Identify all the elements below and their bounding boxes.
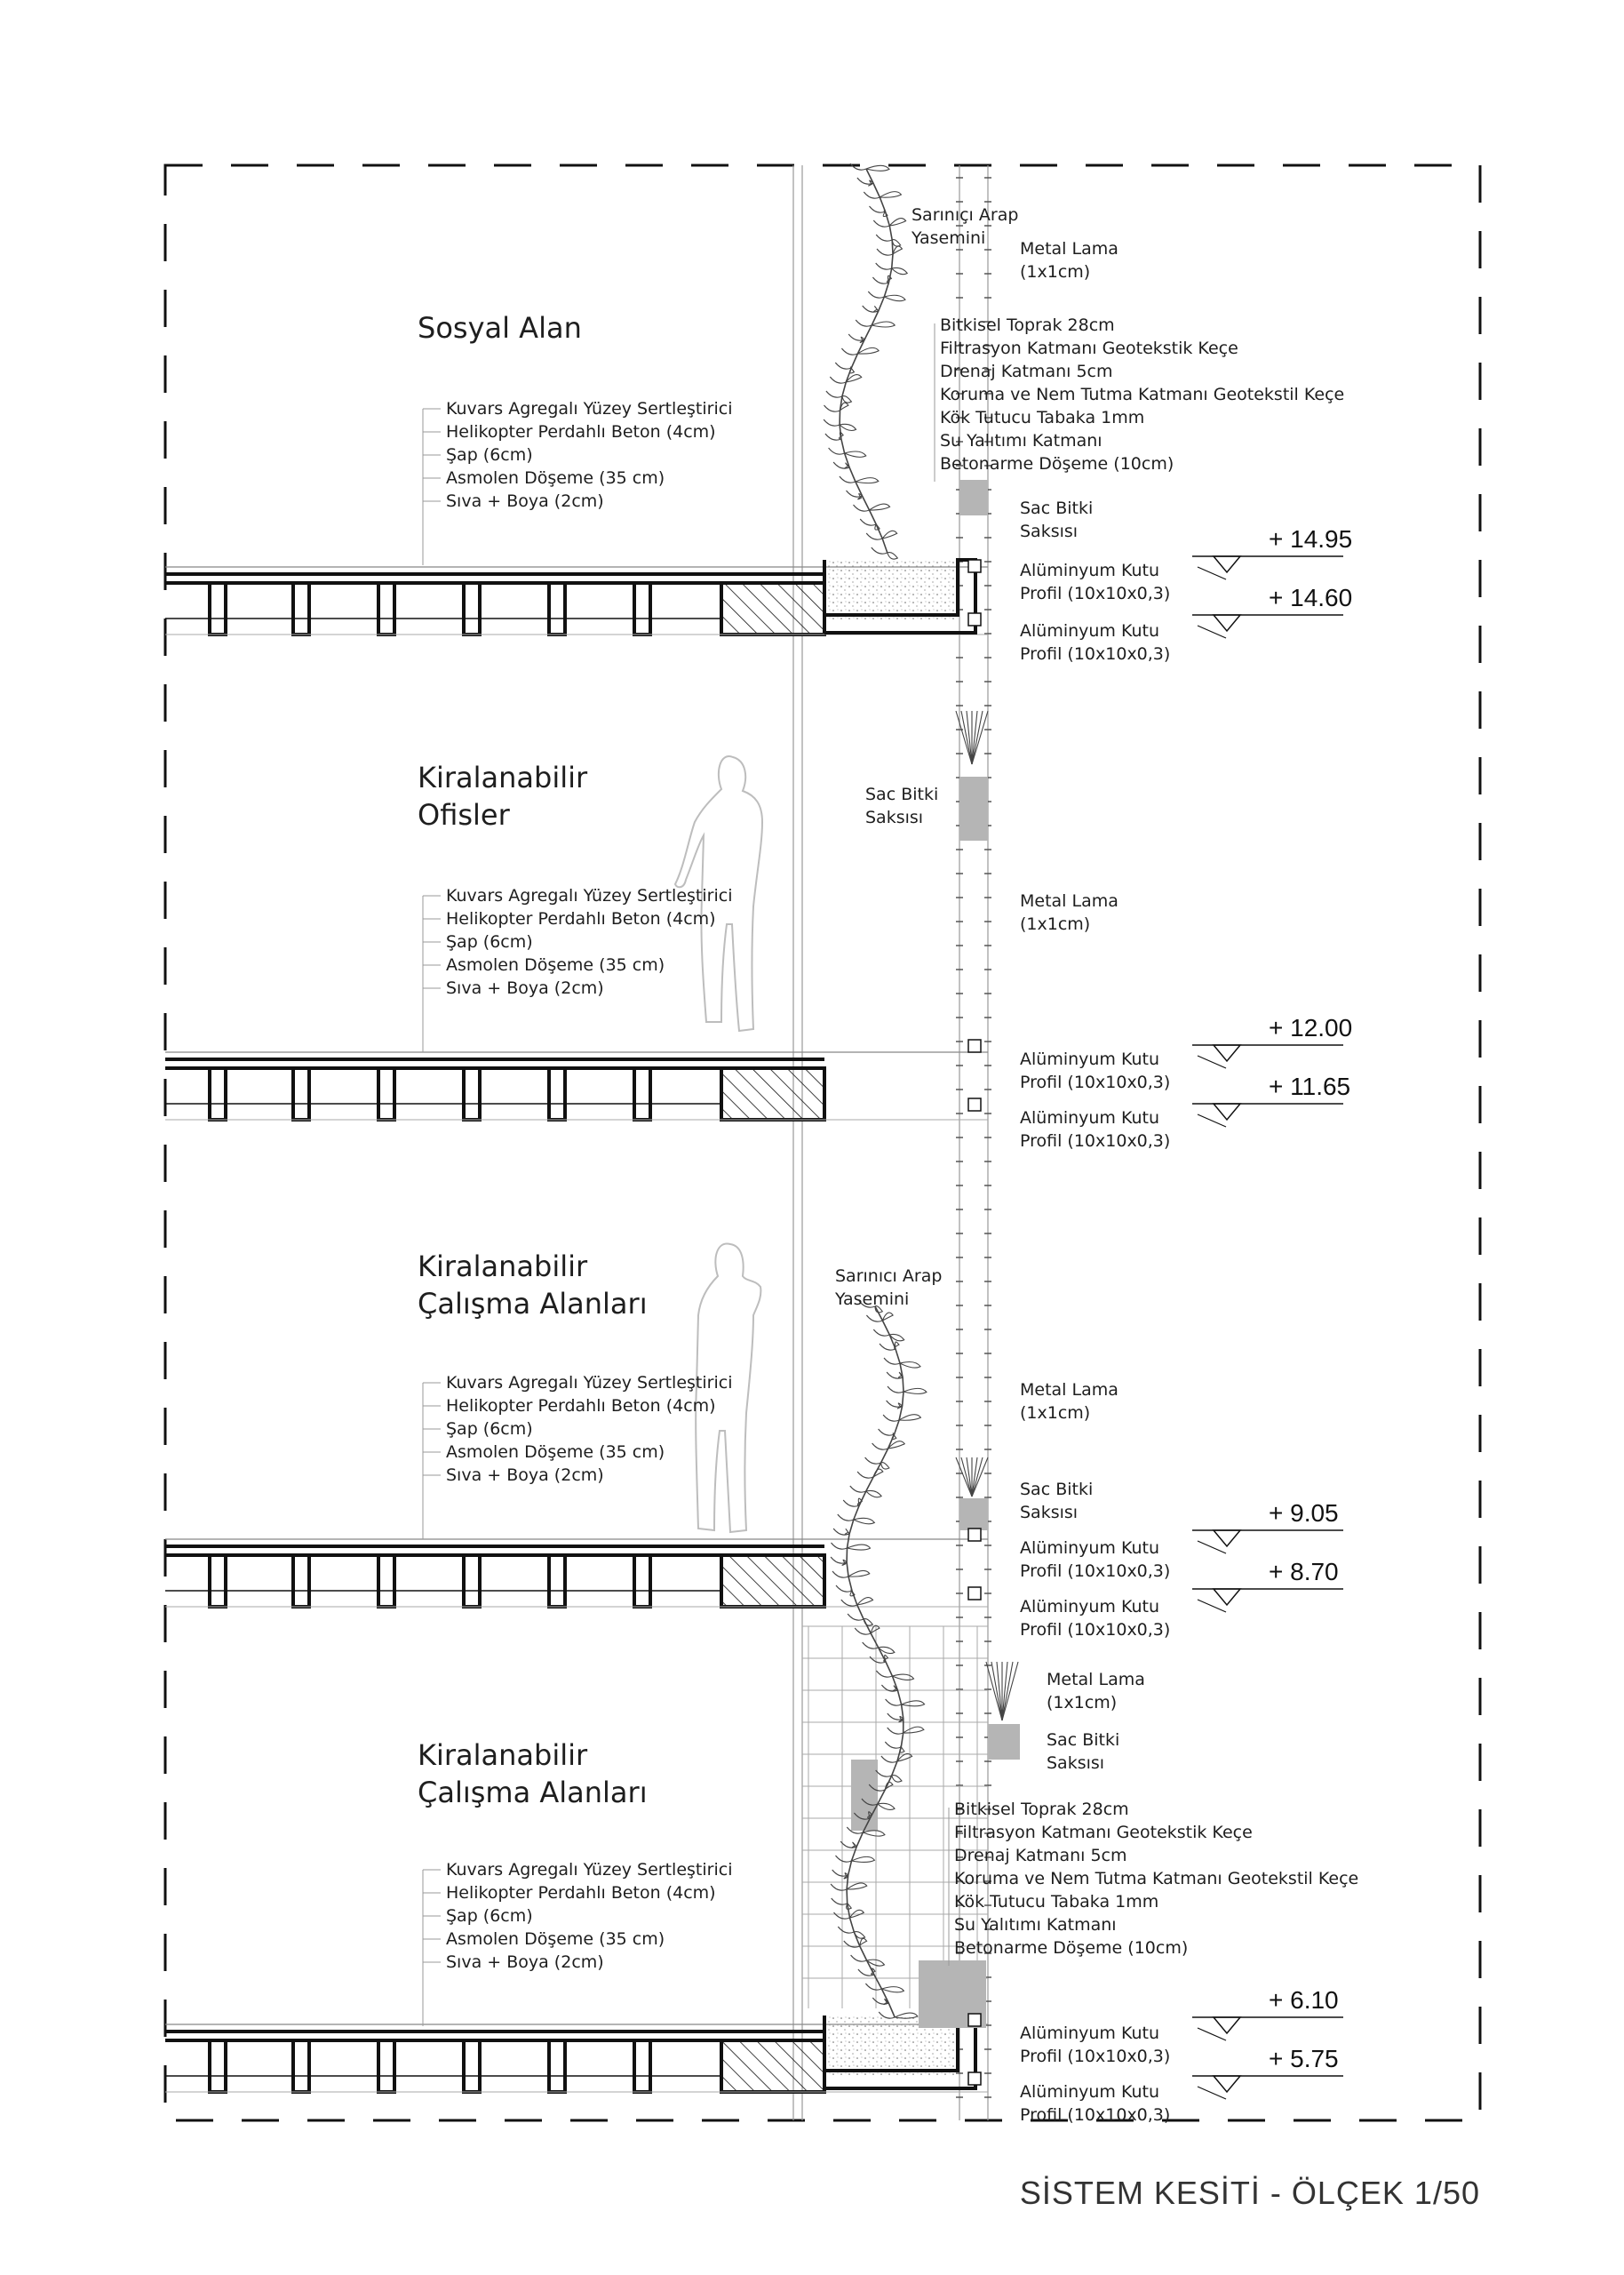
aluminium-profile-label: Profil (10x10x0,3): [1020, 2105, 1171, 2125]
pot-label: Saksısı: [865, 808, 924, 827]
floor-layer-note: [423, 1373, 732, 1539]
level-marker: [1192, 1073, 1350, 1127]
aluminium-profile-label: Profil (10x10x0,3): [1020, 1131, 1171, 1151]
level-marker: [1192, 2045, 1343, 2099]
floor-layer-note: [423, 399, 732, 565]
roof-layer-label: Bitkisel Toprak 28cm: [940, 315, 1115, 335]
aluminium-profile-label: Alüminyum Kutu: [1020, 1538, 1160, 1558]
triangle-down-icon: [1214, 1589, 1240, 1605]
aluminium-profile-label: Alüminyum Kutu: [1020, 2082, 1160, 2102]
metal-lama-label: Metal Lama: [1020, 239, 1118, 259]
pot-label: Sac Bitki: [1047, 1730, 1120, 1750]
aluminium-profile-label: Alüminyum Kutu: [1020, 1108, 1160, 1128]
floor-layer-label: Helikopter Perdahlı Beton (4cm): [446, 1396, 716, 1416]
triangle-down-icon: [1214, 1530, 1240, 1546]
pot-5: [851, 1760, 878, 1831]
pot-label: Sac Bitki: [1020, 499, 1094, 518]
roof-layer-label: Drenaj Katmanı 5cm: [954, 1846, 1127, 1865]
floor-layer-label: Asmolen Döşeme (35 cm): [446, 1929, 665, 1949]
triangle-down-icon: [1214, 2017, 1240, 2033]
plant-label: Yasemini: [912, 228, 986, 248]
floor-layer-label: Sıva + Boya (2cm): [446, 491, 604, 511]
floor-layer-label: Sıva + Boya (2cm): [446, 1952, 604, 1972]
room-name: Çalışma Alanları: [418, 1287, 648, 1321]
floor-layer-label: Kuvars Agregalı Yüzey Sertleştirici: [446, 886, 733, 906]
floor-layer-label: Asmolen Döşeme (35 cm): [446, 468, 665, 488]
aluminium-profile-label: Profil (10x10x0,3): [1020, 644, 1171, 664]
aluminium-profile-label: Profil (10x10x0,3): [1020, 1561, 1171, 1581]
floor-layer-note: [423, 1860, 732, 2026]
pot-2: [959, 777, 988, 841]
level-marker: [1192, 1558, 1343, 1612]
metal-lama-label: (1x1cm): [1047, 1693, 1118, 1712]
elevation-value: + 11.65: [1269, 1073, 1351, 1100]
elevation-value: + 8.70: [1269, 1558, 1339, 1585]
plant-label: Sarınıçı Arap: [912, 205, 1019, 225]
metal-lama-label: (1x1cm): [1020, 914, 1091, 934]
aluminium-profile-label: Profil (10x10x0,3): [1020, 1073, 1171, 1092]
level-marker: [1192, 525, 1352, 579]
floor-layer-label: Asmolen Döşeme (35 cm): [446, 1442, 665, 1462]
level-marker: [1192, 1014, 1352, 1068]
roof-layer-label: Koruma ve Nem Tutma Katmanı Geotekstil Keçe: [954, 1869, 1359, 1888]
aluminium-profile-label: Alüminyum Kutu: [1020, 1597, 1160, 1616]
elevation-value: + 14.95: [1269, 525, 1353, 553]
drawing-frame: [165, 165, 1480, 2120]
pot-label: Saksısı: [1020, 522, 1079, 541]
triangle-down-icon: [1214, 2076, 1240, 2092]
slab-section: [165, 1052, 988, 1120]
floor-layer-label: Kuvars Agregalı Yüzey Sertleştirici: [446, 1373, 733, 1393]
triangle-down-icon: [1214, 615, 1240, 631]
floor-layer-label: Asmolen Döşeme (35 cm): [446, 955, 665, 975]
elevation-value: + 5.75: [1269, 2045, 1339, 2072]
level-marker: [1192, 584, 1352, 638]
metal-lama-label: Metal Lama: [1047, 1670, 1145, 1689]
roof-layer-label: Su Yalıtımı Katmanı: [954, 1915, 1117, 1935]
aluminium-profile-label: Profil (10x10x0,3): [1020, 1620, 1171, 1640]
pot-label: Sac Bitki: [865, 785, 939, 804]
roof-layer-label: Betonarme Döşeme (10cm): [940, 454, 1174, 474]
pot-4: [988, 1724, 1020, 1760]
roof-layer-label: Su Yalıtımı Katmanı: [940, 431, 1103, 451]
floor-layer-label: Şap (6cm): [446, 1906, 533, 1926]
triangle-down-icon: [1214, 556, 1240, 572]
pot-label: Saksısı: [1047, 1753, 1105, 1773]
pot-label: Saksısı: [1020, 1503, 1079, 1522]
pot-1: [959, 480, 988, 515]
roof-layer-label: Kök Tutucu Tabaka 1mm: [954, 1892, 1159, 1912]
floor-layer-label: Helikopter Perdahlı Beton (4cm): [446, 422, 716, 442]
metal-lama-label: (1x1cm): [1020, 262, 1091, 282]
pot-label: Sac Bitki: [1020, 1480, 1094, 1499]
level-marker: [1192, 1986, 1343, 2040]
roof-layer-note: [935, 315, 1344, 482]
aluminium-profile-label: Alüminyum Kutu: [1020, 561, 1160, 580]
aluminium-profile-label: Profil (10x10x0,3): [1020, 2047, 1171, 2066]
room-name: Kiralanabilir: [418, 1249, 588, 1283]
roof-layer-label: Koruma ve Nem Tutma Katmanı Geotekstil Keçe: [940, 385, 1345, 404]
elevation-value: + 12.00: [1269, 1014, 1353, 1042]
elevation-value: + 6.10: [1269, 1986, 1339, 2014]
floor-layer-label: Kuvars Agregalı Yüzey Sertleştirici: [446, 1860, 733, 1880]
pot-3: [959, 1498, 988, 1530]
elevation-value: + 9.05: [1269, 1499, 1339, 1527]
metal-lama-label: (1x1cm): [1020, 1403, 1091, 1423]
floor-layer-label: Sıva + Boya (2cm): [446, 978, 604, 998]
roof-layer-label: Filtrasyon Katmanı Geotekstik Keçe: [954, 1823, 1253, 1842]
triangle-down-icon: [1214, 1104, 1240, 1120]
metal-lama-label: Metal Lama: [1020, 891, 1118, 911]
aluminium-profile-label: Alüminyum Kutu: [1020, 1050, 1160, 1069]
metal-lama-label: Metal Lama: [1020, 1380, 1118, 1400]
triangle-down-icon: [1214, 1045, 1240, 1061]
floor-layer-label: Kuvars Agregalı Yüzey Sertleştirici: [446, 399, 733, 419]
floor-layer-label: Helikopter Perdahlı Beton (4cm): [446, 1883, 716, 1903]
room-name: Kiralanabilir: [418, 761, 588, 794]
room-name: Kiralanabilir: [418, 1738, 588, 1772]
floor-layer-note: [423, 886, 732, 1052]
room-name: Ofisler: [418, 798, 510, 832]
elevation-value: + 14.60: [1269, 584, 1353, 611]
roof-layer-label: Drenaj Katmanı 5cm: [940, 362, 1113, 381]
aluminium-profile-label: Alüminyum Kutu: [1020, 621, 1160, 641]
sheet-title: SİSTEM KESİTİ - ÖLÇEK 1/50: [1019, 2175, 1480, 2211]
room-name: Sosyal Alan: [418, 311, 582, 345]
roof-layer-label: Filtrasyon Katmanı Geotekstik Keçe: [940, 339, 1238, 358]
roof-planter-top: [824, 560, 975, 633]
aluminium-profile-label: Profil (10x10x0,3): [1020, 584, 1171, 603]
roof-layer-label: Bitkisel Toprak 28cm: [954, 1800, 1129, 1819]
floor-layer-label: Şap (6cm): [446, 932, 533, 952]
plant-label: Yasemini: [835, 1289, 910, 1309]
level-marker: [1192, 1499, 1343, 1553]
floor-layer-label: Helikopter Perdahlı Beton (4cm): [446, 909, 716, 929]
floor-layer-label: Şap (6cm): [446, 1419, 533, 1439]
aluminium-profile-label: Alüminyum Kutu: [1020, 2024, 1160, 2043]
floor-layer-label: Sıva + Boya (2cm): [446, 1465, 604, 1485]
plant-label: Sarınıcı Arap: [835, 1266, 943, 1286]
roof-layer-note: [949, 1800, 1358, 1966]
roof-layer-label: Betonarme Döşeme (10cm): [954, 1938, 1189, 1958]
floor-layer-label: Şap (6cm): [446, 445, 533, 465]
roof-layer-label: Kök Tutucu Tabaka 1mm: [940, 408, 1145, 427]
room-name: Çalışma Alanları: [418, 1776, 648, 1809]
